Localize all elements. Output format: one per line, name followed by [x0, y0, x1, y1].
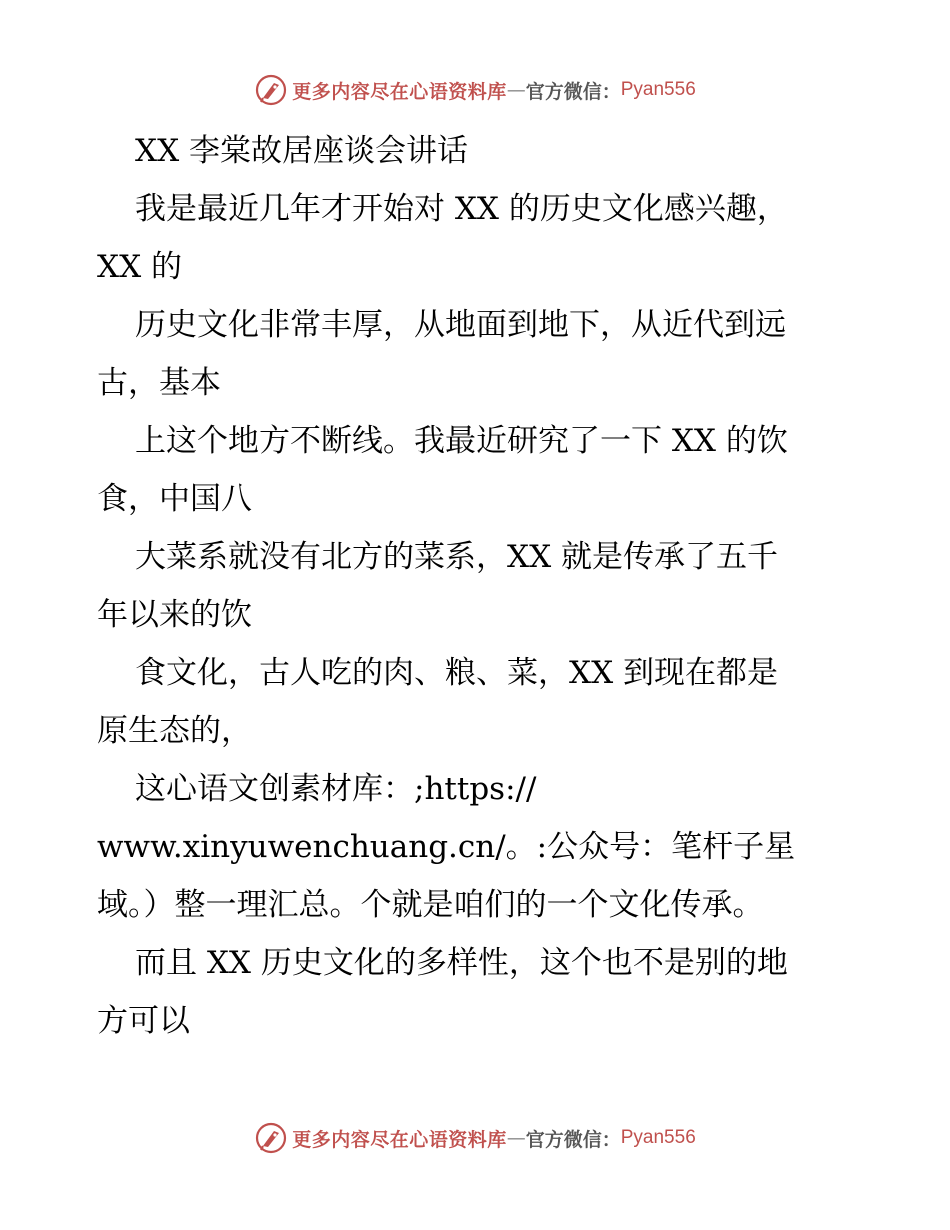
quill-pen-logo-icon: [254, 73, 288, 107]
paragraph-line: 域。）整一理汇总。个就是咱们的一个文化传承。: [97, 887, 764, 923]
footer-banner: [0, 1118, 950, 1158]
banner-wechat-label: 官方微信：: [525, 1128, 621, 1151]
paragraph-line: 古，基本: [97, 365, 221, 401]
header-banner: [0, 70, 950, 110]
paragraph-line: 这心语文创素材库：;https://: [135, 771, 537, 807]
paragraph-line: 食文化，古人吃的肉、粮、菜，XX 到现在都是: [135, 655, 778, 691]
banner-wechat-id: Pyan556: [620, 1127, 696, 1148]
paragraph-line: XX 的: [97, 249, 182, 285]
paragraph-line: 而且 XX 历史文化的多样性，这个也不是别的地: [135, 945, 788, 981]
paragraph-line: 食，中国八: [97, 481, 252, 517]
banner-wechat-id: Pyan556: [620, 79, 696, 100]
paragraph-line: 大菜系就没有北方的菜系，XX 就是传承了五千: [135, 539, 778, 575]
banner-main-text: 更多内容尽在心语资料库: [292, 1128, 507, 1151]
document-title: XX 李棠故居座谈会讲话: [135, 133, 468, 169]
banner-main-text: 更多内容尽在心语资料库: [292, 80, 507, 103]
paragraph-line: 年以来的饮: [97, 597, 252, 633]
banner-wechat-label: 官方微信：: [525, 80, 621, 103]
paragraph-line: 原生态的，: [97, 713, 252, 749]
paragraph-line: 历史文化非常丰厚，从地面到地下，从近代到远: [135, 307, 786, 343]
quill-pen-logo-icon: [254, 1121, 288, 1155]
paragraph-line: 我是最近几年才开始对 XX 的历史文化感兴趣，: [135, 191, 788, 227]
paragraph-line: www.xinyuwenchuang.cn/。:公众号：笔杆子星: [97, 829, 796, 865]
banner-dash: —: [506, 1127, 526, 1149]
paragraph-line: 上这个地方不断线。我最近研究了一下 XX 的饮: [135, 423, 788, 459]
document-body: [97, 122, 857, 1050]
paragraph-line: 方可以: [97, 1003, 190, 1039]
banner-dash: —: [506, 79, 526, 101]
